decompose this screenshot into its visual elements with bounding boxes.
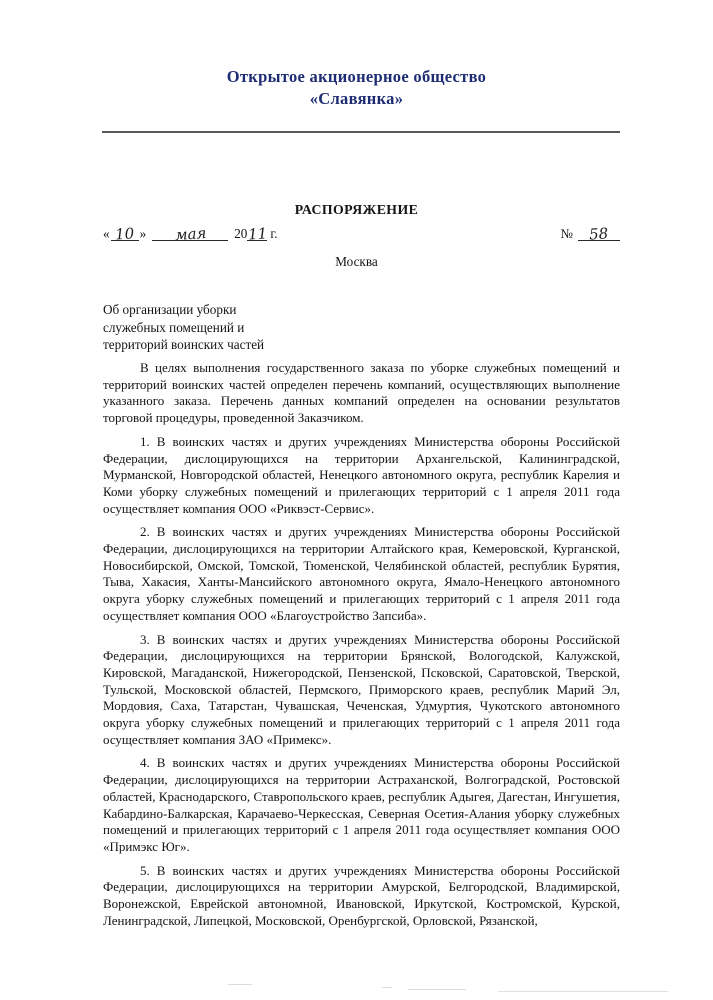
subject-line: Об организации уборки — [103, 302, 237, 317]
subject-line: служебных помещений и — [103, 319, 245, 335]
date-line — [103, 223, 278, 245]
subject-block — [103, 301, 383, 354]
paragraph-intro: В целях выполнения государственного заказа по уборке служебных помещений и территорий воинских частей определен перечень компаний, осуществляющих выполнение указанного заказа. Перечень данных компаний определен на основании результатов торговой процедуры, проведенной Заказчиком. — [103, 360, 620, 426]
organization-name-line1: Открытое акционерное общество — [226, 67, 487, 86]
scan-artifact — [228, 984, 252, 985]
document-title: РАСПОРЯЖЕНИЕ — [294, 202, 419, 217]
city-label: Москва — [335, 254, 378, 269]
handwritten-month: мая — [174, 223, 207, 245]
quote-open: « — [103, 226, 110, 241]
handwritten-year: 11 — [247, 224, 268, 244]
day-slot — [111, 224, 139, 244]
handwritten-day: 10 — [114, 224, 135, 244]
paragraph-1: 1. В воинских частях и других учреждениях Министерства обороны Российской Федерации, дислоцирующихся на территории Архангельской, Калининградской, Мурманской, Новгородской областей, Ненецкого автономного округа, республик Карелия и Коми уборку служебных помещений и прилегающих территорий с 1 апреля 2011 года осуществляет компания ООО «Риквэст-Сервис». — [103, 433, 620, 516]
document-body — [103, 360, 620, 937]
scan-artifact — [498, 991, 668, 992]
handwritten-number: 58 — [588, 224, 610, 244]
header-divider — [102, 131, 620, 133]
month-slot — [152, 223, 228, 245]
number-label: № — [560, 226, 573, 241]
organization-header — [0, 66, 713, 110]
paragraph-4: 4. В воинских частях и других учреждениях Министерства обороны Российской Федерации, дислоцирующихся на территории Астраханской, Волгоградской, Ростовской областей, Краснодарского, Ставропольского краев, республик Адыгея, Дагестан, Ингушетия, Кабардино-Балкарская, Карачаево-Черкесская, Северная Осетия-Алания уборку служебных помещений и прилегающих территорий с 1 апреля 2011 года осуществляет компания ООО «Примэкс Юг». — [103, 755, 620, 854]
year-prefix: 20 — [234, 226, 248, 241]
date-number-row — [103, 223, 620, 245]
paragraph-5: 5. В воинских частях и других учреждениях Министерства обороны Российской Федерации, дислоцирующихся на территории Амурской, Белгородской, Владимирской, Воронежской, Еврейской автономной, Ивановской, Иркутской, Костромской, Курской, Ленинградской, Липецкой, Московской, Оренбургской, Орловской, Рязанской, — [103, 862, 620, 928]
organization-name-line2: «Славянка» — [309, 89, 404, 108]
number-line — [560, 226, 620, 242]
year-unit: г. — [270, 226, 278, 241]
scan-artifact — [408, 989, 466, 990]
year-slot — [247, 224, 268, 244]
subject-line: территорий воинских частей — [103, 337, 265, 352]
quote-close: » — [139, 226, 147, 241]
scan-artifact — [382, 987, 392, 988]
paragraph-2: 2. В воинских частях и других учреждениях Министерства обороны Российской Федерации, дислоцирующихся на территории Алтайского края, Кемеровской, Курганской, Новосибирской, Омской, Томской, Тюменской, Челябинской областей, республик Бурятия, Тыва, Хакасия, Ханты-Мансийского автономного округа, Ямало-Ненецкого автономного округа уборку служебных помещений и прилегающих территорий с 1 апреля 2011 года осуществляет компания ООО «Благоустройство Запсиба». — [103, 524, 620, 623]
number-slot — [578, 224, 620, 244]
paragraph-3: 3. В воинских частях и других учреждениях Министерства обороны Российской Федерации, дислоцирующихся на территории Брянской, Вологодской, Калужской, Кировской, Магаданской, Нижегородской, Пензенской, Псковской, Саратовской, Тверской, Тульской, Московской областей, Пермского, Приморского краев, республик Марий Эл, Мордовия, Саха, Татарстан, Чувашская, Чеченская, Удмуртия, Чукотского автономного округа уборку служебных помещений и прилегающих территорий с 1 апреля 2011 года осуществляет компания ЗАО «Примекс». — [103, 631, 620, 747]
